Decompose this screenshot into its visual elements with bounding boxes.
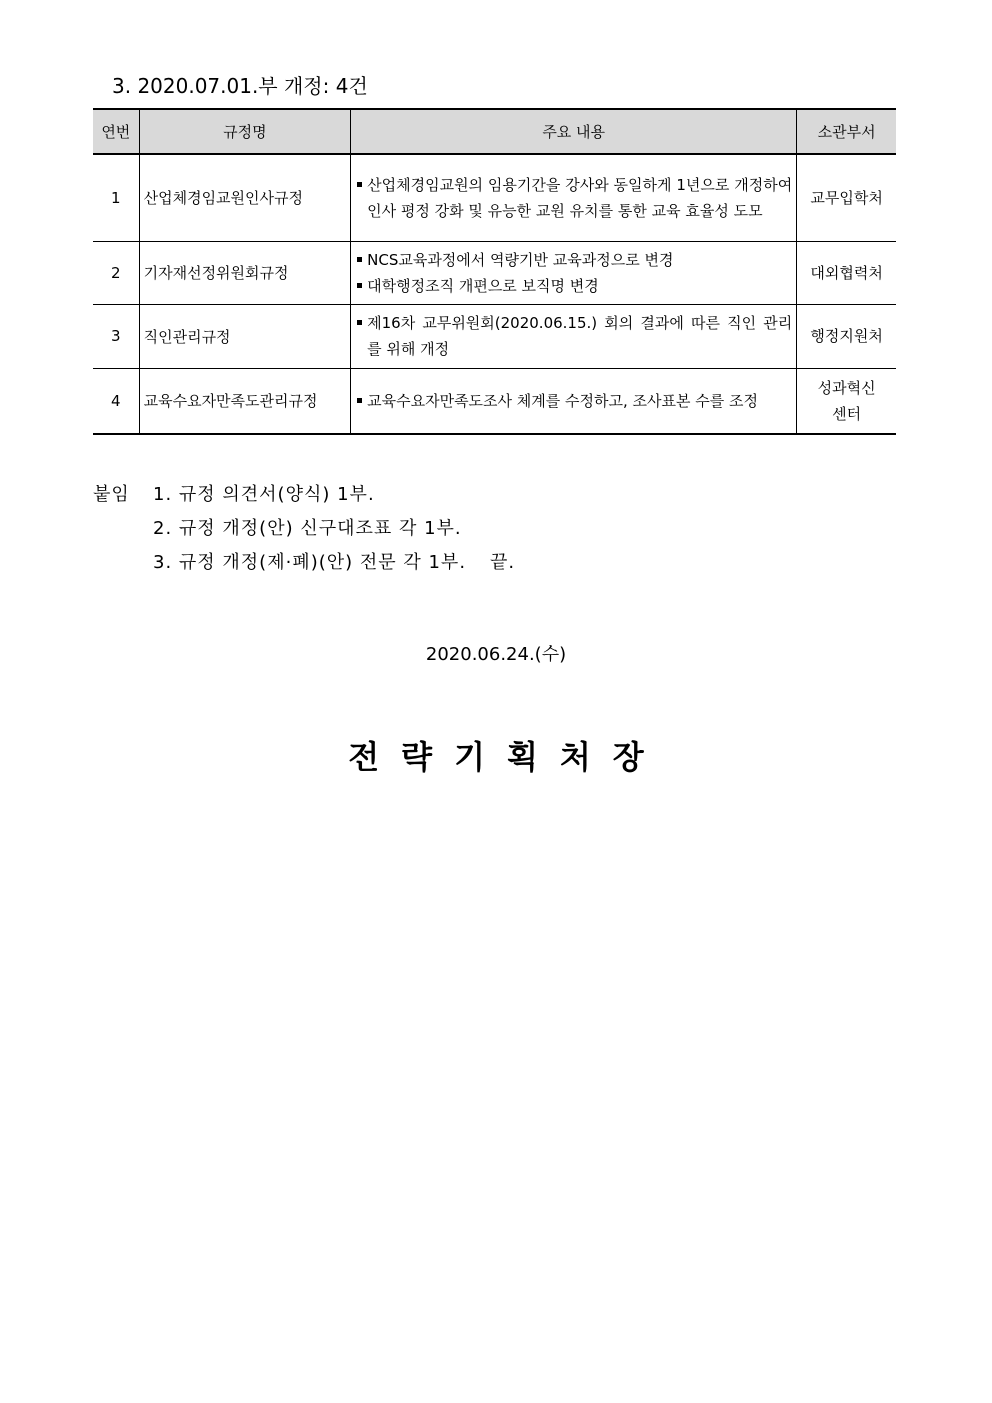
attachment-item: 3. 규정 개정(제·폐)(안) 전문 각 1부. <box>153 552 467 573</box>
table-row <box>93 154 896 241</box>
content-bullet: 제16차 교무위원회(2020.06.15.) 회의 결과에 따른 직인 관리를 위해 개정 <box>355 310 792 362</box>
row-content <box>351 241 797 304</box>
row-no: 4 <box>93 368 139 434</box>
row-dept: 행정지원처 <box>797 304 896 368</box>
content-bullet: 산업체경임교원의 임용기간을 강사와 동일하게 1년으로 개정하여 인사 평정 강화 및 유능한 교원 유치를 통한 교육 효율성 도모 <box>355 172 792 224</box>
table-row <box>93 241 896 304</box>
attachment-item: 1. 규정 의견서(양식) 1부. <box>153 484 375 505</box>
header-no: 연번 <box>93 109 139 154</box>
regulation-revision-table <box>93 108 896 435</box>
header-dept: 소관부서 <box>797 109 896 154</box>
row-content <box>351 368 797 434</box>
attachment-row <box>93 546 515 580</box>
row-name: 산업체경임교원인사규정 <box>139 154 351 241</box>
row-name: 교육수요자만족도관리규정 <box>139 368 351 434</box>
row-dept: 성과혁신 센터 <box>797 368 896 434</box>
row-no: 2 <box>93 241 139 304</box>
row-dept: 교무입학처 <box>797 154 896 241</box>
header-content: 주요 내용 <box>351 109 797 154</box>
signature-title: 전략기획처장 <box>348 738 666 776</box>
section-heading: 3. 2020.07.01.부 개정: 4건 <box>112 74 368 98</box>
table-row <box>93 368 896 434</box>
attachments-section <box>93 478 515 580</box>
table-header-row <box>93 109 896 154</box>
row-content <box>351 154 797 241</box>
row-no: 1 <box>93 154 139 241</box>
row-dept: 대외협력처 <box>797 241 896 304</box>
row-name: 기자재선정위원회규정 <box>139 241 351 304</box>
table-row <box>93 304 896 368</box>
document-date: 2020.06.24.(수) <box>425 644 567 665</box>
row-no: 3 <box>93 304 139 368</box>
row-name: 직인관리규정 <box>139 304 351 368</box>
attachment-row <box>93 512 515 546</box>
content-bullet: 교육수요자만족도조사 체계를 수정하고, 조사표본 수를 조정 <box>355 388 792 414</box>
attachment-row <box>93 478 515 512</box>
header-name: 규정명 <box>139 109 351 154</box>
end-mark: 끝. <box>490 552 516 573</box>
attachment-label: 붙임 <box>93 484 130 505</box>
content-bullet: NCS교육과정에서 역량기반 교육과정으로 변경 <box>355 247 792 273</box>
content-bullet: 대학행정조직 개편으로 보직명 변경 <box>355 273 792 299</box>
row-content <box>351 304 797 368</box>
attachment-item: 2. 규정 개정(안) 신구대조표 각 1부. <box>153 518 462 539</box>
